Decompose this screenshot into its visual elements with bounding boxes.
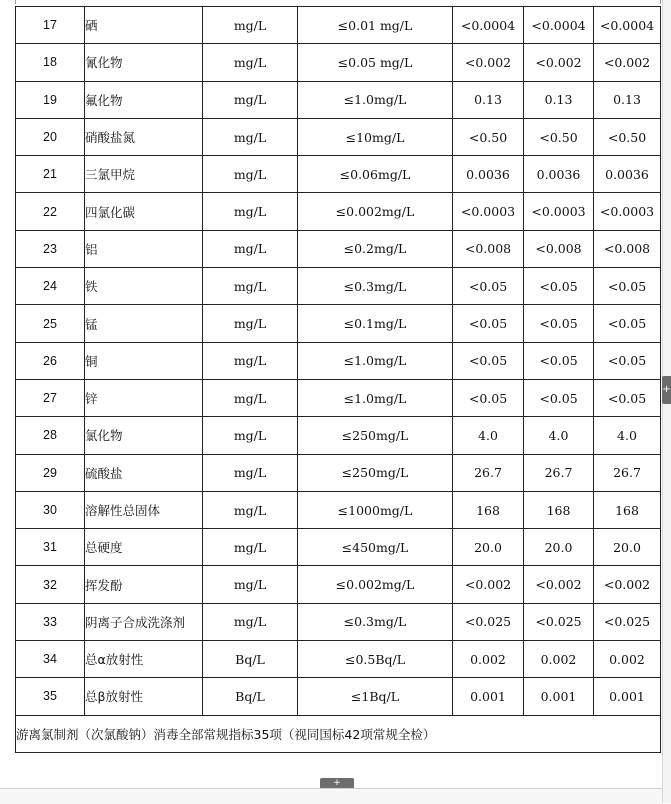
row-number: 34 bbox=[16, 641, 85, 678]
result-1: <0.0004 bbox=[453, 7, 524, 44]
add-row-handle[interactable]: + bbox=[320, 778, 354, 788]
standard-limit: ≤0.3mg/L bbox=[298, 268, 453, 305]
row-number: 35 bbox=[16, 678, 85, 715]
unit-cell: mg/L bbox=[203, 193, 298, 230]
unit-cell: mg/L bbox=[203, 230, 298, 267]
unit-cell: mg/L bbox=[203, 454, 298, 491]
row-number: 24 bbox=[16, 268, 85, 305]
indicator-name: 氟化物 bbox=[85, 81, 203, 118]
result-1: 0.001 bbox=[453, 678, 524, 715]
unit-cell: mg/L bbox=[203, 305, 298, 342]
table-row bbox=[16, 529, 661, 566]
result-1: <0.0003 bbox=[453, 193, 524, 230]
indicator-name: 铁 bbox=[85, 268, 203, 305]
row-number: 27 bbox=[16, 379, 85, 416]
indicator-name: 总硬度 bbox=[85, 529, 203, 566]
result-1: 0.13 bbox=[453, 81, 524, 118]
table-row bbox=[16, 566, 661, 603]
table-body bbox=[16, 7, 661, 716]
result-3: <0.008 bbox=[594, 230, 661, 267]
standard-limit: ≤0.002mg/L bbox=[298, 193, 453, 230]
result-3: 4.0 bbox=[594, 417, 661, 454]
standard-limit: ≤0.2mg/L bbox=[298, 230, 453, 267]
result-2: <0.008 bbox=[524, 230, 594, 267]
result-2: 168 bbox=[524, 491, 594, 528]
row-number: 18 bbox=[16, 44, 85, 81]
indicator-name: 氰化物 bbox=[85, 44, 203, 81]
table-row bbox=[16, 268, 661, 305]
result-2: <0.05 bbox=[524, 305, 594, 342]
row-number: 26 bbox=[16, 342, 85, 379]
row-number: 23 bbox=[16, 230, 85, 267]
table-row bbox=[16, 491, 661, 528]
row-number: 30 bbox=[16, 491, 85, 528]
result-3: 168 bbox=[594, 491, 661, 528]
standard-limit: ≤250mg/L bbox=[298, 417, 453, 454]
standard-limit: ≤1000mg/L bbox=[298, 491, 453, 528]
row-number: 20 bbox=[16, 118, 85, 155]
standard-limit: ≤0.3mg/L bbox=[298, 603, 453, 640]
add-column-handle[interactable]: + bbox=[662, 376, 671, 404]
result-2: 0.002 bbox=[524, 641, 594, 678]
table-row bbox=[16, 379, 661, 416]
unit-cell: mg/L bbox=[203, 529, 298, 566]
result-3: 0.13 bbox=[594, 81, 661, 118]
result-2: <0.0004 bbox=[524, 7, 594, 44]
standard-limit: ≤0.05 mg/L bbox=[298, 44, 453, 81]
table-row bbox=[16, 193, 661, 230]
result-2: 0.001 bbox=[524, 678, 594, 715]
result-3: <0.05 bbox=[594, 342, 661, 379]
table-row bbox=[16, 156, 661, 193]
result-3: <0.50 bbox=[594, 118, 661, 155]
indicator-name: 总α放射性 bbox=[85, 641, 203, 678]
table-row bbox=[16, 44, 661, 81]
result-2: <0.0003 bbox=[524, 193, 594, 230]
result-2: <0.50 bbox=[524, 118, 594, 155]
column-marker bbox=[15, 0, 16, 4]
result-1: 168 bbox=[453, 491, 524, 528]
water-quality-table bbox=[15, 6, 661, 753]
result-2: 4.0 bbox=[524, 417, 594, 454]
result-1: 20.0 bbox=[453, 529, 524, 566]
row-number: 22 bbox=[16, 193, 85, 230]
result-2: <0.05 bbox=[524, 379, 594, 416]
row-number: 29 bbox=[16, 454, 85, 491]
standard-limit: ≤450mg/L bbox=[298, 529, 453, 566]
row-number: 21 bbox=[16, 156, 85, 193]
unit-cell: mg/L bbox=[203, 342, 298, 379]
indicator-name: 硫酸盐 bbox=[85, 454, 203, 491]
result-1: <0.05 bbox=[453, 305, 524, 342]
result-1: <0.002 bbox=[453, 44, 524, 81]
result-1: <0.50 bbox=[453, 118, 524, 155]
table-row bbox=[16, 342, 661, 379]
standard-limit: ≤1.0mg/L bbox=[298, 342, 453, 379]
result-1: <0.002 bbox=[453, 566, 524, 603]
indicator-name: 硝酸盐氮 bbox=[85, 118, 203, 155]
table-row bbox=[16, 230, 661, 267]
indicator-name: 锌 bbox=[85, 379, 203, 416]
standard-limit: ≤0.5Bq/L bbox=[298, 641, 453, 678]
footnote-row bbox=[16, 715, 661, 752]
result-3: <0.05 bbox=[594, 379, 661, 416]
indicator-name: 锰 bbox=[85, 305, 203, 342]
standard-limit: ≤10mg/L bbox=[298, 118, 453, 155]
result-3: 0.0036 bbox=[594, 156, 661, 193]
unit-cell: mg/L bbox=[203, 118, 298, 155]
row-number: 31 bbox=[16, 529, 85, 566]
result-2: 0.13 bbox=[524, 81, 594, 118]
result-1: <0.008 bbox=[453, 230, 524, 267]
result-2: <0.002 bbox=[524, 44, 594, 81]
unit-cell: mg/L bbox=[203, 7, 298, 44]
result-1: <0.05 bbox=[453, 268, 524, 305]
result-1: <0.05 bbox=[453, 379, 524, 416]
column-marker bbox=[660, 0, 661, 4]
result-2: <0.002 bbox=[524, 566, 594, 603]
table-row bbox=[16, 81, 661, 118]
indicator-name: 阴离子合成洗涤剂 bbox=[85, 603, 203, 640]
standard-limit: ≤0.002mg/L bbox=[298, 566, 453, 603]
result-1: 0.002 bbox=[453, 641, 524, 678]
unit-cell: mg/L bbox=[203, 417, 298, 454]
unit-cell: mg/L bbox=[203, 81, 298, 118]
indicator-name: 铝 bbox=[85, 230, 203, 267]
standard-limit: ≤250mg/L bbox=[298, 454, 453, 491]
unit-cell: mg/L bbox=[203, 156, 298, 193]
table-row bbox=[16, 603, 661, 640]
unit-cell: Bq/L bbox=[203, 641, 298, 678]
unit-cell: mg/L bbox=[203, 44, 298, 81]
standard-limit: ≤0.01 mg/L bbox=[298, 7, 453, 44]
table-row bbox=[16, 454, 661, 491]
page-bottom-edge bbox=[0, 788, 662, 804]
table-row bbox=[16, 305, 661, 342]
table-row bbox=[16, 118, 661, 155]
standard-limit: ≤1.0mg/L bbox=[298, 81, 453, 118]
table-row bbox=[16, 678, 661, 715]
result-3: <0.0003 bbox=[594, 193, 661, 230]
result-2: 20.0 bbox=[524, 529, 594, 566]
result-3: 0.001 bbox=[594, 678, 661, 715]
result-1: 26.7 bbox=[453, 454, 524, 491]
indicator-name: 溶解性总固体 bbox=[85, 491, 203, 528]
result-1: <0.025 bbox=[453, 603, 524, 640]
row-number: 33 bbox=[16, 603, 85, 640]
result-3: <0.002 bbox=[594, 566, 661, 603]
indicator-name: 总β放射性 bbox=[85, 678, 203, 715]
result-2: <0.05 bbox=[524, 268, 594, 305]
result-3: <0.05 bbox=[594, 268, 661, 305]
row-number: 28 bbox=[16, 417, 85, 454]
result-2: <0.05 bbox=[524, 342, 594, 379]
result-1: 4.0 bbox=[453, 417, 524, 454]
standard-limit: ≤1Bq/L bbox=[298, 678, 453, 715]
unit-cell: mg/L bbox=[203, 603, 298, 640]
result-3: <0.05 bbox=[594, 305, 661, 342]
standard-limit: ≤1.0mg/L bbox=[298, 379, 453, 416]
indicator-name: 挥发酚 bbox=[85, 566, 203, 603]
indicator-name: 三氯甲烷 bbox=[85, 156, 203, 193]
result-3: 0.002 bbox=[594, 641, 661, 678]
result-3: 26.7 bbox=[594, 454, 661, 491]
indicator-name: 硒 bbox=[85, 7, 203, 44]
result-2: 0.0036 bbox=[524, 156, 594, 193]
standard-limit: ≤0.1mg/L bbox=[298, 305, 453, 342]
result-3: <0.0004 bbox=[594, 7, 661, 44]
indicator-name: 铜 bbox=[85, 342, 203, 379]
table-row bbox=[16, 7, 661, 44]
unit-cell: mg/L bbox=[203, 491, 298, 528]
unit-cell: Bq/L bbox=[203, 678, 298, 715]
result-3: 20.0 bbox=[594, 529, 661, 566]
row-number: 17 bbox=[16, 7, 85, 44]
footnote-text: 游离氯制剂（次氯酸钠）消毒全部常规指标35项（视同国标42项常规全检） bbox=[16, 715, 661, 752]
row-number: 19 bbox=[16, 81, 85, 118]
standard-limit: ≤0.06mg/L bbox=[298, 156, 453, 193]
row-number: 25 bbox=[16, 305, 85, 342]
table-row bbox=[16, 641, 661, 678]
result-3: <0.002 bbox=[594, 44, 661, 81]
unit-cell: mg/L bbox=[203, 566, 298, 603]
result-1: 0.0036 bbox=[453, 156, 524, 193]
row-number: 32 bbox=[16, 566, 85, 603]
result-1: <0.05 bbox=[453, 342, 524, 379]
result-3: <0.025 bbox=[594, 603, 661, 640]
table-row bbox=[16, 417, 661, 454]
result-2: <0.025 bbox=[524, 603, 594, 640]
unit-cell: mg/L bbox=[203, 268, 298, 305]
indicator-name: 氯化物 bbox=[85, 417, 203, 454]
unit-cell: mg/L bbox=[203, 379, 298, 416]
result-2: 26.7 bbox=[524, 454, 594, 491]
indicator-name: 四氯化碳 bbox=[85, 193, 203, 230]
